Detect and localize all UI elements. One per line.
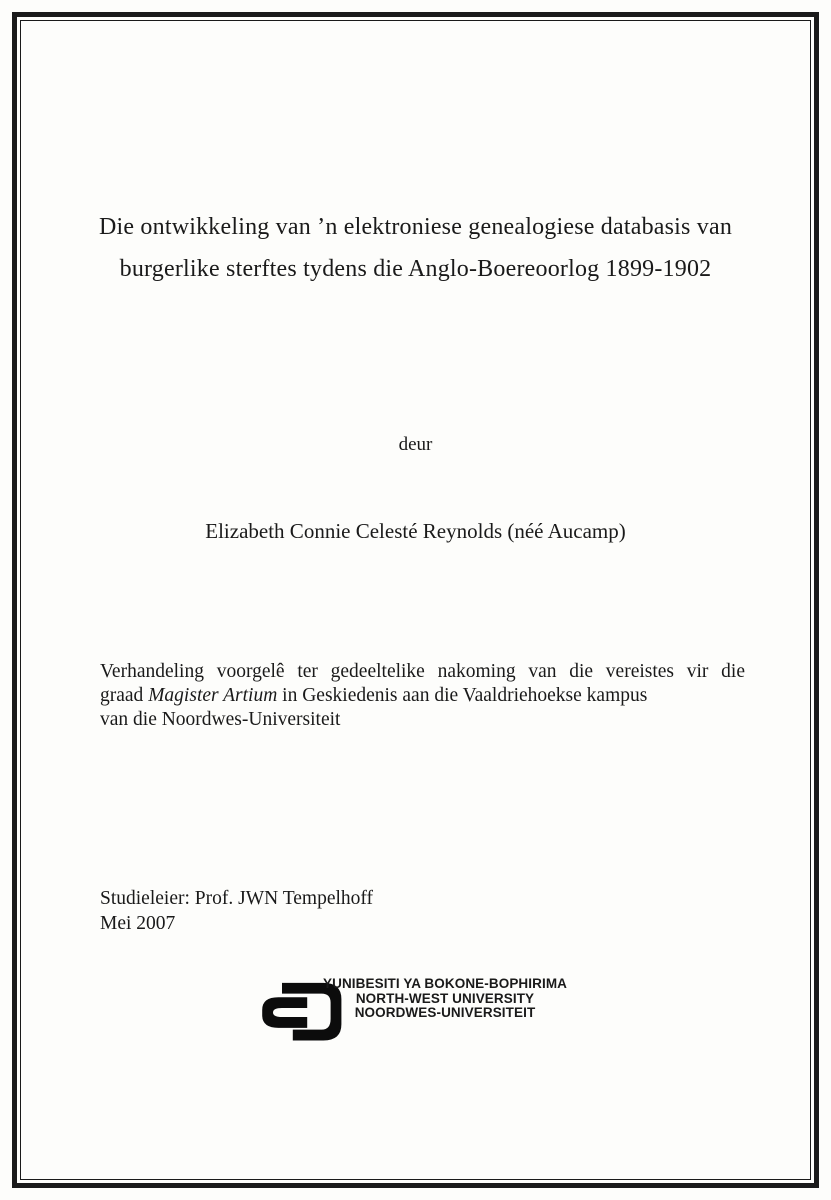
degree-statement-line2-pre: graad [100, 685, 149, 706]
thesis-title-line2: burgerlike sterftes tydens die Anglo-Boereoorlog 1899-1902 [119, 256, 712, 282]
degree-statement [100, 660, 745, 732]
degree-name-italic: Magister Artium [148, 685, 278, 706]
degree-statement-line3: van die Noordwes-Universiteit [100, 709, 341, 730]
supervisor-block [100, 886, 373, 936]
supervisor-line: Studieleier: Prof. JWN Tempelhoff [100, 888, 374, 909]
thesis-title-line1: Die ontwikkeling van ’n elektroniese genealogiese databasis van [98, 214, 733, 240]
logo-text-english: NORTH-WEST UNIVERSITY [355, 990, 535, 1006]
university-logo-text [318, 977, 572, 1021]
thesis-title [0, 206, 831, 290]
logo-text-setswana: YUNIBESITI YA BOKONE-BOPHIRIMA [322, 976, 568, 991]
date-line: Mei 2007 [100, 913, 176, 934]
degree-statement-line2-post: in Geskiedenis aan die Vaaldriehoekse kampus [277, 685, 648, 706]
degree-statement-line1: Verhandeling voorgelê ter gedeeltelike nakoming van die vereistes vir die [100, 661, 745, 682]
university-logo [255, 975, 585, 1053]
author-name: Elizabeth Connie Celesté Reynolds (néé Aucamp) [205, 519, 626, 543]
degree-statement-line2 [100, 684, 745, 708]
byline: deur [398, 434, 433, 455]
logo-text-afrikaans: NOORDWES-UNIVERSITEIT [354, 1005, 536, 1020]
